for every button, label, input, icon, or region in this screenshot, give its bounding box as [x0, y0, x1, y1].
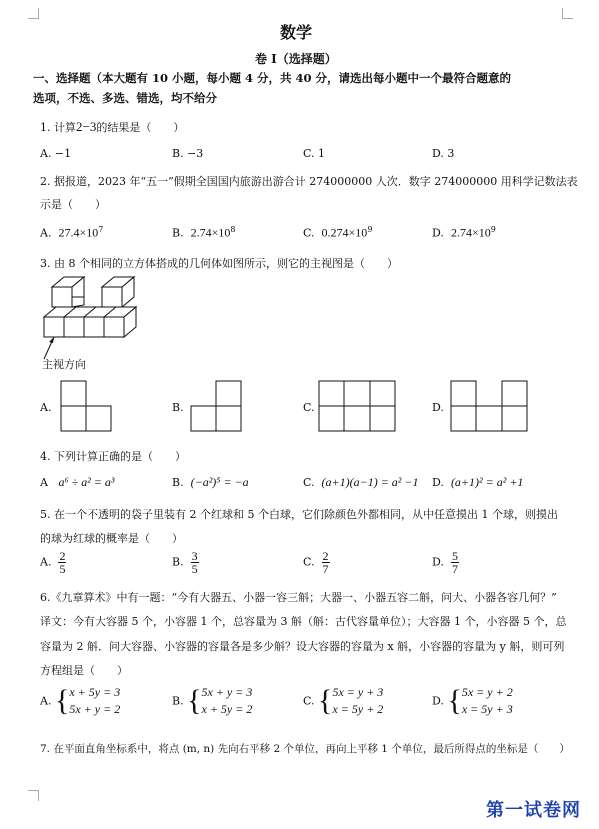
q1-stem-suffix: 的结果是（ ） — [96, 121, 185, 134]
q5-stem-line2: 的球为红球的概率是（ ） — [40, 532, 183, 545]
q1-option-d: D. 3 — [432, 147, 455, 160]
q5-option-b — [172, 550, 199, 575]
q1-option-c: C. 1 — [303, 147, 326, 160]
q5-d-fraction — [451, 550, 459, 575]
q7-stem: 7. 在平面直角坐标系中，将点 (m, n) 先向右平移 2 个单位，再向上平移 1 个单位，最后所得点的坐标是（ ） — [40, 743, 570, 755]
q5-option-c — [303, 550, 330, 575]
q2-stem-line2: 示是（ ） — [40, 198, 106, 211]
q1-option-a: A. −1 — [40, 147, 72, 160]
q4-option-b — [172, 475, 249, 490]
q4-c-expression: (a+1)(a−1) = a² −1 — [321, 475, 419, 489]
q6-a-equation-1: x + 5y = 3 — [69, 685, 121, 699]
q6-b-brace: { — [187, 684, 202, 717]
q2-c-exponent: 9 — [367, 225, 373, 234]
q4-a-expression: a⁶ ÷ a² = a³ — [58, 475, 115, 489]
q3-option-d-figure — [450, 380, 528, 432]
q4-b-label: B. — [172, 476, 184, 489]
q6-c-equation-1: 5x = y + 3 — [332, 685, 384, 699]
watermark-logo: 第一试卷网 — [486, 800, 581, 821]
q5-a-label: A. — [40, 555, 52, 569]
q5-b-label: B. — [172, 555, 184, 569]
q2-c-label: C. — [303, 226, 315, 240]
q5-a-fraction — [58, 550, 66, 575]
q6-stem-line3: 容量为 2 斛．问大容器、小容器的容量各是多少斛？设大容器的容量为 x 斛，小容器的容量为 y 斛，则可列 — [40, 640, 565, 653]
q2-c-value: 0.274×10 — [321, 225, 368, 240]
q6-c-system — [332, 684, 383, 718]
q6-c-brace: { — [318, 684, 333, 717]
q6-a-system — [69, 684, 120, 718]
q4-d-label: D. — [432, 476, 444, 489]
q6-stem-line4: 方程组是（ ） — [40, 664, 128, 677]
q2-d-exponent: 9 — [490, 225, 496, 234]
q5-b-denominator: 5 — [191, 562, 198, 576]
q6-b-equation-1: 5x + y = 3 — [201, 685, 253, 699]
q6-a-label: A. — [40, 694, 52, 708]
q3-option-c-label: C. — [303, 401, 315, 414]
q5-d-numerator: 5 — [451, 549, 458, 563]
q5-a-numerator: 2 — [59, 549, 66, 563]
q4-option-c — [303, 475, 419, 490]
q6-stem-line1: 6.《九章算术》中有一题：“今有大器五、小器一容三斛；大器一、小器五容二斛，问大、小器各容几何？” — [40, 591, 557, 604]
q2-option-c — [303, 225, 372, 241]
q3-stem: 3. 由 8 个相同的立方体搭成的几何体如图所示，则它的主视图是（ ） — [40, 257, 398, 270]
q3-option-b-figure — [190, 380, 242, 432]
q2-option-d — [432, 225, 496, 241]
q6-d-brace: { — [447, 684, 462, 717]
q1-option-b: B. −3 — [172, 147, 204, 160]
q4-stem: 4. 下列计算正确的是（ ） — [40, 450, 186, 463]
q4-option-d — [432, 475, 523, 490]
section-title: 卷 I（选择题） — [255, 52, 337, 66]
q5-option-d — [432, 550, 459, 575]
q2-d-label: D. — [432, 226, 444, 240]
q1-stem-prefix: 1. 计算 — [40, 121, 76, 134]
q6-b-system — [202, 684, 253, 718]
q6-c-label: C. — [303, 694, 315, 708]
q5-c-denominator: 7 — [322, 562, 329, 576]
q5-option-a — [40, 550, 66, 575]
q5-c-fraction — [322, 550, 330, 575]
q6-d-equation-1: 5x = y + 2 — [461, 685, 513, 699]
q2-b-label: B. — [172, 226, 184, 240]
q6-c-equation-2: x = 5y + 2 — [332, 702, 384, 716]
q1-expression: 2−3 — [76, 119, 97, 134]
instructions-line1: 一、选择题（本大题有 10 小题，每小题 4 分，共 40 分，请选出每小题中一个最符合题意的 — [33, 71, 512, 85]
q6-option-a — [40, 684, 120, 718]
q5-d-label: D. — [432, 555, 444, 569]
q3-option-c-figure — [318, 380, 396, 432]
q4-c-label: C. — [303, 476, 315, 489]
q6-stem-line2: 译文：今有大容器 5 个，小容器 1 个，总容量为 3 斛（斛：古代容量单位）；大容器 1 个，小容器 5 个，总 — [40, 615, 567, 628]
q6-option-c — [303, 684, 383, 718]
q6-a-equation-2: 5x + y = 2 — [69, 702, 121, 716]
q3-view-direction-label: 主视方向 — [42, 358, 86, 371]
q1-stem — [40, 119, 184, 135]
q2-a-exponent: 7 — [98, 225, 104, 234]
q3-option-d-label: D. — [432, 401, 444, 414]
corner-mark-top-right — [562, 8, 573, 19]
q6-b-label: B. — [172, 694, 184, 708]
q2-stem-line1: 2. 据报道，2023 年“五一”假期全国国内旅游出游合计 274000000 人次．数字 274000000 用科学记数法表 — [40, 175, 578, 188]
corner-mark-bottom-left — [28, 790, 39, 801]
q6-b-equation-2: x + 5y = 2 — [201, 702, 253, 716]
q2-a-label: A. — [40, 226, 52, 240]
q6-option-d — [432, 684, 513, 718]
q4-a-label: A — [40, 476, 48, 489]
q5-b-numerator: 3 — [191, 549, 198, 563]
q5-b-fraction — [191, 550, 199, 575]
q6-d-system — [462, 684, 513, 718]
q6-a-brace: { — [54, 684, 70, 717]
q2-option-b — [172, 225, 235, 241]
q6-d-label: D. — [432, 694, 444, 708]
q2-a-value: 27.4×10 — [58, 225, 99, 240]
q5-stem-line1: 5. 在一个不透明的袋子里装有 2 个红球和 5 个白球，它们除颜色外都相同，从中任意摸出 1 个球，则摸出 — [40, 508, 558, 521]
q3-option-a-figure — [60, 380, 112, 432]
instructions-line2: 选项，不选、多选、错选，均不给分 — [33, 91, 217, 105]
q6-option-b — [172, 684, 252, 718]
q3-option-a-label: A. — [40, 401, 52, 414]
q3-option-b-label: B. — [172, 401, 184, 414]
q2-b-value: 2.74×10 — [190, 225, 231, 240]
q5-c-label: C. — [303, 555, 315, 569]
q2-d-value: 2.74×10 — [450, 225, 491, 240]
corner-mark-top-left — [28, 8, 39, 19]
q6-d-equation-2: x = 5y + 3 — [461, 702, 513, 716]
q4-option-a — [40, 475, 115, 490]
q2-b-exponent: 8 — [230, 225, 236, 234]
q4-b-expression: (−a²)⁵ = −a — [190, 475, 249, 489]
page-title: 数学 — [280, 23, 313, 42]
q2-option-a — [40, 225, 103, 241]
q5-c-numerator: 2 — [322, 549, 329, 563]
q4-d-expression: (a+1)² = a² +1 — [450, 475, 524, 489]
q5-d-denominator: 7 — [451, 562, 458, 576]
q5-a-denominator: 5 — [59, 562, 66, 576]
